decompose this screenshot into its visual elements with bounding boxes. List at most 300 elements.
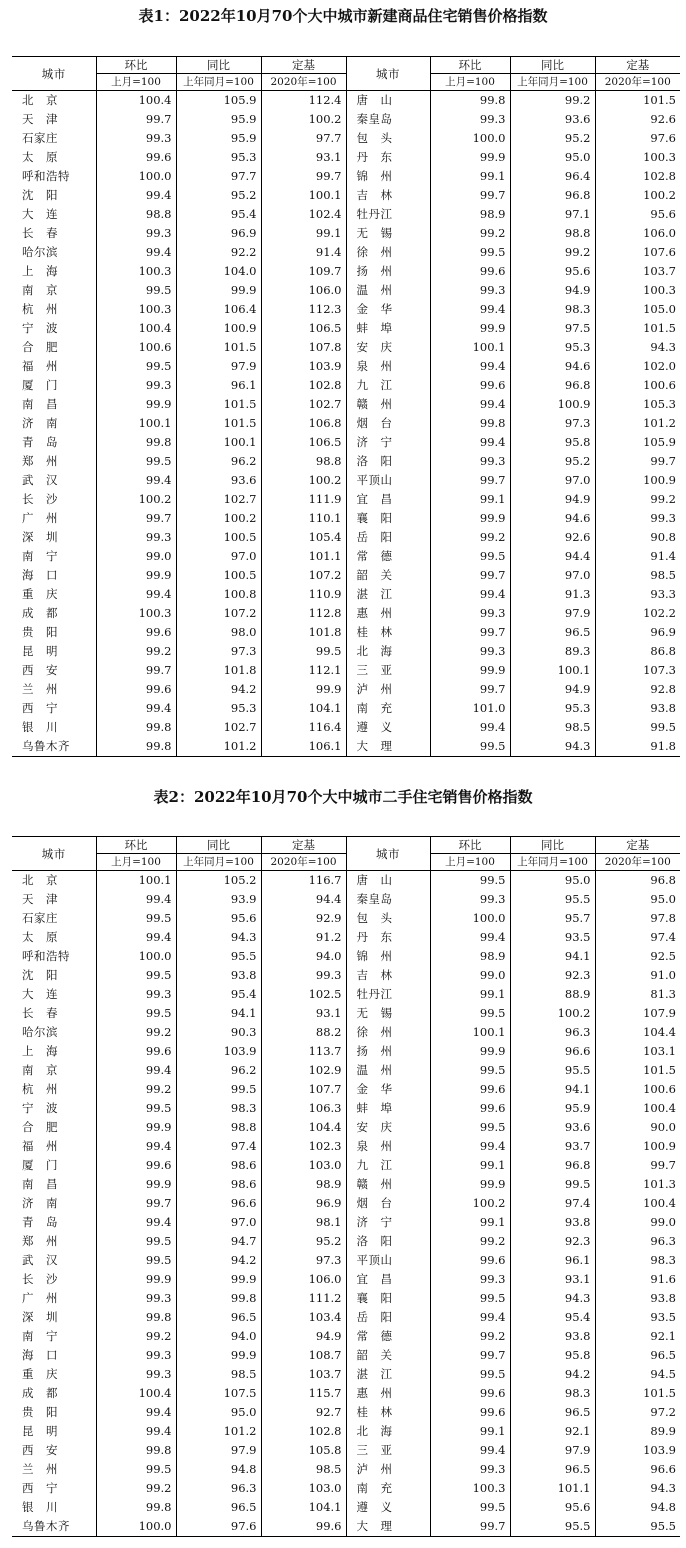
yoy-index-cell: 96.4 [510, 167, 595, 186]
yoy-index-cell: 95.9 [510, 1099, 595, 1118]
yoy-index-cell: 95.6 [510, 262, 595, 281]
city-name-cell: 遵 义 [346, 1498, 430, 1517]
mom-index-cell: 99.5 [430, 1498, 510, 1517]
mom-index-cell: 99.7 [430, 680, 510, 699]
table-row [12, 1479, 680, 1498]
yoy-index-cell: 95.2 [510, 129, 595, 148]
mom-index-cell: 99.6 [430, 1403, 510, 1422]
yoy-index-cell: 93.1 [510, 1270, 595, 1289]
yoy-header: 同比 [510, 57, 595, 74]
yoy-subheader: 上年同月=100 [176, 854, 261, 871]
fixed-index-cell: 100.6 [595, 376, 680, 395]
city-name-cell: 成 都 [22, 606, 58, 620]
city-name-cell: 南 充 [346, 1479, 430, 1498]
yoy-index-cell: 101.1 [510, 1479, 595, 1498]
mom-index-cell: 99.2 [96, 1080, 176, 1099]
yoy-index-cell: 93.6 [176, 471, 261, 490]
fixed-index-cell: 105.3 [595, 395, 680, 414]
mom-index-cell: 99.3 [96, 528, 176, 547]
city-name-cell: 太 原 [22, 930, 58, 944]
yoy-index-cell: 97.5 [510, 319, 595, 338]
yoy-subheader: 上年同月=100 [176, 74, 261, 91]
fixed-index-cell: 98.8 [261, 452, 346, 471]
city-name-cell: 丹 东 [346, 928, 430, 947]
city-name-cell: 银 川 [22, 720, 58, 734]
mom-index-cell: 99.7 [430, 1346, 510, 1365]
fixed-index-cell: 91.4 [261, 243, 346, 262]
fixed-base-header: 定基 [261, 57, 346, 74]
city-header: 城市 [12, 837, 96, 871]
fixed-index-cell: 93.8 [595, 1289, 680, 1308]
fixed-index-cell: 98.9 [261, 1175, 346, 1194]
fixed-index-cell: 96.9 [261, 1194, 346, 1213]
table-row [12, 661, 680, 680]
mom-index-cell: 99.8 [430, 414, 510, 433]
table-row [12, 357, 680, 376]
city-name-cell: 福 州 [22, 359, 58, 373]
fixed-index-cell: 105.9 [595, 433, 680, 452]
city-name-cell: 三 亚 [346, 661, 430, 680]
fixed-index-cell: 95.5 [595, 1517, 680, 1537]
yoy-index-cell: 95.8 [510, 1346, 595, 1365]
city-name-cell: 包 头 [346, 129, 430, 148]
yoy-index-cell: 101.5 [176, 414, 261, 433]
yoy-index-cell: 95.9 [176, 129, 261, 148]
mom-index-cell: 100.3 [96, 262, 176, 281]
mom-index-cell: 99.5 [430, 1118, 510, 1137]
fixed-base-subheader: 2020年=100 [261, 74, 346, 91]
fixed-index-cell: 101.2 [595, 414, 680, 433]
mom-subheader: 上月=100 [430, 74, 510, 91]
table-row [12, 585, 680, 604]
yoy-index-cell: 95.5 [176, 947, 261, 966]
city-name-cell: 常 德 [346, 1327, 430, 1346]
table-row [12, 718, 680, 737]
fixed-index-cell: 102.2 [595, 604, 680, 623]
yoy-index-cell: 93.8 [510, 1213, 595, 1232]
city-name-cell: 深 圳 [22, 530, 58, 544]
mom-index-cell: 99.3 [430, 890, 510, 909]
mom-index-cell: 99.1 [430, 1156, 510, 1175]
fixed-index-cell: 113.7 [261, 1042, 346, 1061]
table-row [12, 319, 680, 338]
yoy-index-cell: 99.9 [176, 281, 261, 300]
table-row [12, 1061, 680, 1080]
yoy-index-cell: 95.0 [510, 148, 595, 167]
city-name-cell: 武 汉 [22, 473, 58, 487]
yoy-index-cell: 95.2 [176, 186, 261, 205]
table-row [12, 1384, 680, 1403]
city-name-cell: 牡丹江 [346, 985, 430, 1004]
yoy-index-cell: 99.9 [176, 1346, 261, 1365]
mom-index-cell: 99.4 [430, 357, 510, 376]
fixed-index-cell: 95.6 [595, 205, 680, 224]
mom-index-cell: 99.8 [430, 91, 510, 111]
fixed-index-cell: 99.1 [261, 224, 346, 243]
table-row [12, 1327, 680, 1346]
yoy-index-cell: 100.8 [176, 585, 261, 604]
yoy-index-cell: 95.6 [176, 909, 261, 928]
mom-index-cell: 100.0 [96, 1517, 176, 1537]
city-name-cell: 贵 阳 [22, 1405, 58, 1419]
mom-index-cell: 99.4 [96, 1213, 176, 1232]
mom-index-cell: 99.0 [96, 547, 176, 566]
table-row [12, 985, 680, 1004]
fixed-index-cell: 100.9 [595, 1137, 680, 1156]
fixed-index-cell: 96.3 [595, 1232, 680, 1251]
mom-index-cell: 100.1 [430, 1023, 510, 1042]
yoy-index-cell: 100.9 [176, 319, 261, 338]
fixed-index-cell: 106.5 [261, 319, 346, 338]
fixed-index-cell: 100.2 [595, 186, 680, 205]
city-name-cell: 兰 州 [22, 682, 58, 696]
table-row [12, 566, 680, 585]
fixed-index-cell: 94.9 [261, 1327, 346, 1346]
yoy-index-cell: 96.5 [510, 623, 595, 642]
mom-index-cell: 99.4 [430, 1137, 510, 1156]
city-name-cell: 宜 昌 [346, 490, 430, 509]
yoy-index-cell: 100.2 [510, 1004, 595, 1023]
table-row [12, 1213, 680, 1232]
city-name-cell: 杭 州 [22, 1082, 58, 1096]
yoy-index-cell: 94.7 [176, 1232, 261, 1251]
city-name-cell: 丹 东 [346, 148, 430, 167]
fixed-index-cell: 92.5 [595, 947, 680, 966]
table-row [12, 528, 680, 547]
mom-index-cell: 99.3 [96, 376, 176, 395]
mom-index-cell: 99.9 [430, 509, 510, 528]
fixed-index-cell: 102.7 [261, 395, 346, 414]
mom-index-cell: 99.4 [96, 890, 176, 909]
new-housing-price-index-table [12, 56, 680, 757]
city-name-cell: 温 州 [346, 1061, 430, 1080]
city-name-cell: 徐 州 [346, 1023, 430, 1042]
table-row [12, 604, 680, 623]
mom-index-cell: 99.4 [430, 718, 510, 737]
yoy-index-cell: 96.8 [510, 186, 595, 205]
mom-index-cell: 100.1 [430, 338, 510, 357]
yoy-index-cell: 100.5 [176, 528, 261, 547]
mom-index-cell: 99.6 [430, 1384, 510, 1403]
table-row [12, 1365, 680, 1384]
city-name-cell: 南 昌 [22, 1177, 58, 1191]
second-hand-housing-price-index-table [12, 836, 680, 1537]
city-name-cell: 烟 台 [346, 414, 430, 433]
mom-index-cell: 100.0 [96, 947, 176, 966]
fixed-index-cell: 98.5 [595, 566, 680, 585]
table-row [12, 338, 680, 357]
fixed-index-cell: 100.2 [261, 110, 346, 129]
fixed-index-cell: 107.3 [595, 661, 680, 680]
table-row [12, 1156, 680, 1175]
mom-index-cell: 99.4 [96, 928, 176, 947]
mom-index-cell: 99.5 [430, 547, 510, 566]
mom-index-cell: 99.1 [430, 1213, 510, 1232]
table-row [12, 433, 680, 452]
fixed-index-cell: 94.0 [261, 947, 346, 966]
yoy-index-cell: 94.8 [176, 1460, 261, 1479]
mom-index-cell: 99.6 [96, 1156, 176, 1175]
yoy-index-cell: 97.6 [176, 1517, 261, 1537]
mom-index-cell: 99.3 [430, 1270, 510, 1289]
city-name-cell: 湛 江 [346, 1365, 430, 1384]
yoy-index-cell: 101.5 [176, 395, 261, 414]
mom-index-cell: 99.3 [430, 110, 510, 129]
yoy-subheader: 上年同月=100 [510, 854, 595, 871]
city-name-cell: 金 华 [346, 1080, 430, 1099]
mom-index-cell: 99.7 [96, 661, 176, 680]
mom-index-cell: 99.4 [96, 585, 176, 604]
yoy-index-cell: 92.1 [510, 1422, 595, 1441]
fixed-index-cell: 91.2 [261, 928, 346, 947]
city-name-cell: 西 宁 [22, 1481, 58, 1495]
mom-index-cell: 99.6 [96, 623, 176, 642]
city-name-cell: 九 江 [346, 376, 430, 395]
mom-index-cell: 99.7 [430, 186, 510, 205]
yoy-index-cell: 95.5 [510, 1517, 595, 1537]
city-name-cell: 济 南 [22, 416, 58, 430]
mom-header: 环比 [430, 57, 510, 74]
table-row [12, 395, 680, 414]
yoy-index-cell: 94.3 [176, 928, 261, 947]
mom-index-cell: 99.7 [96, 1194, 176, 1213]
fixed-index-cell: 102.3 [261, 1137, 346, 1156]
mom-index-cell: 99.5 [96, 357, 176, 376]
fixed-index-cell: 101.1 [261, 547, 346, 566]
fixed-index-cell: 91.0 [595, 966, 680, 985]
city-name-cell: 泸 州 [346, 680, 430, 699]
mom-index-cell: 99.8 [96, 1308, 176, 1327]
table-row [12, 1460, 680, 1479]
mom-index-cell: 99.4 [430, 300, 510, 319]
fixed-index-cell: 101.5 [595, 1061, 680, 1080]
fixed-index-cell: 97.7 [261, 129, 346, 148]
mom-index-cell: 99.4 [96, 186, 176, 205]
table-row [12, 1422, 680, 1441]
fixed-base-subheader: 2020年=100 [595, 854, 680, 871]
yoy-index-cell: 95.3 [510, 699, 595, 718]
mom-index-cell: 99.7 [430, 471, 510, 490]
yoy-index-cell: 94.2 [176, 680, 261, 699]
fixed-base-subheader: 2020年=100 [595, 74, 680, 91]
table-row [12, 1004, 680, 1023]
city-name-cell: 韶 关 [346, 1346, 430, 1365]
table-row [12, 129, 680, 148]
yoy-index-cell: 94.3 [510, 1289, 595, 1308]
city-name-cell: 蚌 埠 [346, 319, 430, 338]
fixed-index-cell: 89.9 [595, 1422, 680, 1441]
city-name-cell: 重 庆 [22, 587, 58, 601]
fixed-base-header: 定基 [261, 837, 346, 854]
table-row [12, 1517, 680, 1537]
city-name-cell: 三 亚 [346, 1441, 430, 1460]
yoy-index-cell: 100.1 [510, 661, 595, 680]
city-name-cell: 常 德 [346, 547, 430, 566]
fixed-index-cell: 99.3 [595, 509, 680, 528]
mom-index-cell: 99.5 [96, 1232, 176, 1251]
yoy-index-cell: 96.8 [510, 1156, 595, 1175]
city-name-cell: 上 海 [22, 1044, 58, 1058]
city-name-cell: 昆 明 [22, 1424, 58, 1438]
table-row [12, 1137, 680, 1156]
yoy-index-cell: 95.0 [176, 1403, 261, 1422]
city-name-cell: 赣 州 [346, 395, 430, 414]
mom-index-cell: 99.6 [430, 376, 510, 395]
table-row [12, 947, 680, 966]
mom-index-cell: 100.2 [96, 490, 176, 509]
yoy-index-cell: 97.9 [510, 1441, 595, 1460]
fixed-index-cell: 112.3 [261, 300, 346, 319]
city-name-cell: 南 京 [22, 283, 58, 297]
yoy-index-cell: 106.4 [176, 300, 261, 319]
fixed-index-cell: 103.9 [595, 1441, 680, 1460]
fixed-index-cell: 102.8 [261, 376, 346, 395]
yoy-index-cell: 94.3 [510, 737, 595, 757]
fixed-index-cell: 99.7 [595, 1156, 680, 1175]
fixed-base-subheader: 2020年=100 [261, 854, 346, 871]
mom-index-cell: 100.3 [96, 604, 176, 623]
mom-index-cell: 99.3 [96, 224, 176, 243]
table-row [12, 699, 680, 718]
city-name-cell: 武 汉 [22, 1253, 58, 1267]
mom-index-cell: 99.5 [430, 1289, 510, 1308]
mom-index-cell: 99.9 [96, 1270, 176, 1289]
mom-index-cell: 99.3 [96, 1365, 176, 1384]
mom-index-cell: 99.1 [430, 490, 510, 509]
city-name-cell: 遵 义 [346, 718, 430, 737]
yoy-index-cell: 95.7 [510, 909, 595, 928]
fixed-index-cell: 94.3 [595, 1479, 680, 1498]
mom-index-cell: 99.4 [96, 1403, 176, 1422]
fixed-index-cell: 90.0 [595, 1118, 680, 1137]
table-row [12, 1023, 680, 1042]
city-name-cell: 南 充 [346, 699, 430, 718]
city-name-cell: 温 州 [346, 281, 430, 300]
mom-index-cell: 99.8 [96, 718, 176, 737]
table-row [12, 281, 680, 300]
fixed-index-cell: 97.3 [261, 1251, 346, 1270]
city-name-cell: 青 岛 [22, 1215, 58, 1229]
fixed-index-cell: 102.0 [595, 357, 680, 376]
fixed-index-cell: 107.6 [595, 243, 680, 262]
city-name-cell: 九 江 [346, 1156, 430, 1175]
yoy-index-cell: 98.5 [176, 1365, 261, 1384]
yoy-index-cell: 93.8 [510, 1327, 595, 1346]
table1-body [12, 91, 680, 757]
mom-index-cell: 99.2 [96, 1023, 176, 1042]
fixed-index-cell: 107.9 [595, 1004, 680, 1023]
mom-index-cell: 100.6 [96, 338, 176, 357]
fixed-index-cell: 100.3 [595, 281, 680, 300]
city-name-cell: 厦 门 [22, 378, 58, 392]
yoy-index-cell: 96.3 [176, 1479, 261, 1498]
mom-index-cell: 99.3 [96, 1289, 176, 1308]
fixed-index-cell: 81.3 [595, 985, 680, 1004]
city-name-cell: 襄 阳 [346, 509, 430, 528]
fixed-index-cell: 101.5 [595, 91, 680, 111]
yoy-index-cell: 107.5 [176, 1384, 261, 1403]
city-name-cell: 无 锡 [346, 224, 430, 243]
yoy-index-cell: 98.3 [510, 1384, 595, 1403]
city-name-cell: 泉 州 [346, 357, 430, 376]
fixed-index-cell: 111.9 [261, 490, 346, 509]
yoy-index-cell: 98.0 [176, 623, 261, 642]
yoy-index-cell: 107.2 [176, 604, 261, 623]
fixed-index-cell: 96.9 [595, 623, 680, 642]
yoy-index-cell: 98.3 [176, 1099, 261, 1118]
fixed-index-cell: 111.2 [261, 1289, 346, 1308]
city-name-cell: 济 宁 [346, 1213, 430, 1232]
yoy-index-cell: 97.9 [510, 604, 595, 623]
fixed-index-cell: 106.0 [595, 224, 680, 243]
city-name-cell: 南 宁 [22, 1329, 58, 1343]
fixed-index-cell: 102.8 [595, 167, 680, 186]
fixed-index-cell: 99.5 [595, 718, 680, 737]
yoy-index-cell: 95.3 [510, 338, 595, 357]
fixed-index-cell: 103.4 [261, 1308, 346, 1327]
fixed-index-cell: 100.9 [595, 471, 680, 490]
fixed-index-cell: 97.2 [595, 1403, 680, 1422]
fixed-index-cell: 103.0 [261, 1479, 346, 1498]
mom-index-cell: 99.5 [96, 1460, 176, 1479]
mom-index-cell: 99.8 [96, 737, 176, 757]
mom-index-cell: 99.2 [430, 1232, 510, 1251]
mom-index-cell: 99.9 [430, 148, 510, 167]
mom-index-cell: 99.6 [430, 1099, 510, 1118]
mom-index-cell: 99.9 [430, 1042, 510, 1061]
city-name-cell: 福 州 [22, 1139, 58, 1153]
yoy-index-cell: 94.2 [176, 1251, 261, 1270]
table-row [12, 148, 680, 167]
yoy-index-cell: 93.6 [510, 110, 595, 129]
mom-index-cell: 99.9 [96, 566, 176, 585]
mom-index-cell: 100.3 [430, 1479, 510, 1498]
table-row [12, 1232, 680, 1251]
mom-index-cell: 99.3 [430, 281, 510, 300]
fixed-index-cell: 103.1 [595, 1042, 680, 1061]
yoy-index-cell: 96.3 [510, 1023, 595, 1042]
city-name-cell: 合 肥 [22, 340, 58, 354]
yoy-index-cell: 94.6 [510, 509, 595, 528]
table-row [12, 376, 680, 395]
table-row [12, 186, 680, 205]
city-name-cell: 长 春 [22, 226, 58, 240]
fixed-index-cell: 91.8 [595, 737, 680, 757]
fixed-index-cell: 97.4 [595, 928, 680, 947]
table-row [12, 490, 680, 509]
yoy-index-cell: 96.5 [510, 1460, 595, 1479]
table-row [12, 1251, 680, 1270]
city-name-cell: 吉 林 [346, 966, 430, 985]
mom-index-cell: 99.7 [430, 566, 510, 585]
mom-index-cell: 99.4 [96, 1422, 176, 1441]
yoy-index-cell: 96.5 [510, 1403, 595, 1422]
mom-index-cell: 99.6 [96, 680, 176, 699]
yoy-index-cell: 96.1 [510, 1251, 595, 1270]
yoy-index-cell: 92.2 [176, 243, 261, 262]
city-name-cell: 北 海 [346, 642, 430, 661]
table-row [12, 547, 680, 566]
city-name-cell: 北 海 [346, 1422, 430, 1441]
city-name-cell: 宁 波 [22, 1101, 58, 1115]
table-row [12, 167, 680, 186]
city-header: 城市 [346, 57, 430, 91]
mom-index-cell: 99.3 [430, 452, 510, 471]
table-row [12, 1118, 680, 1137]
mom-index-cell: 99.6 [96, 148, 176, 167]
mom-index-cell: 99.9 [96, 1175, 176, 1194]
mom-index-cell: 98.9 [430, 205, 510, 224]
